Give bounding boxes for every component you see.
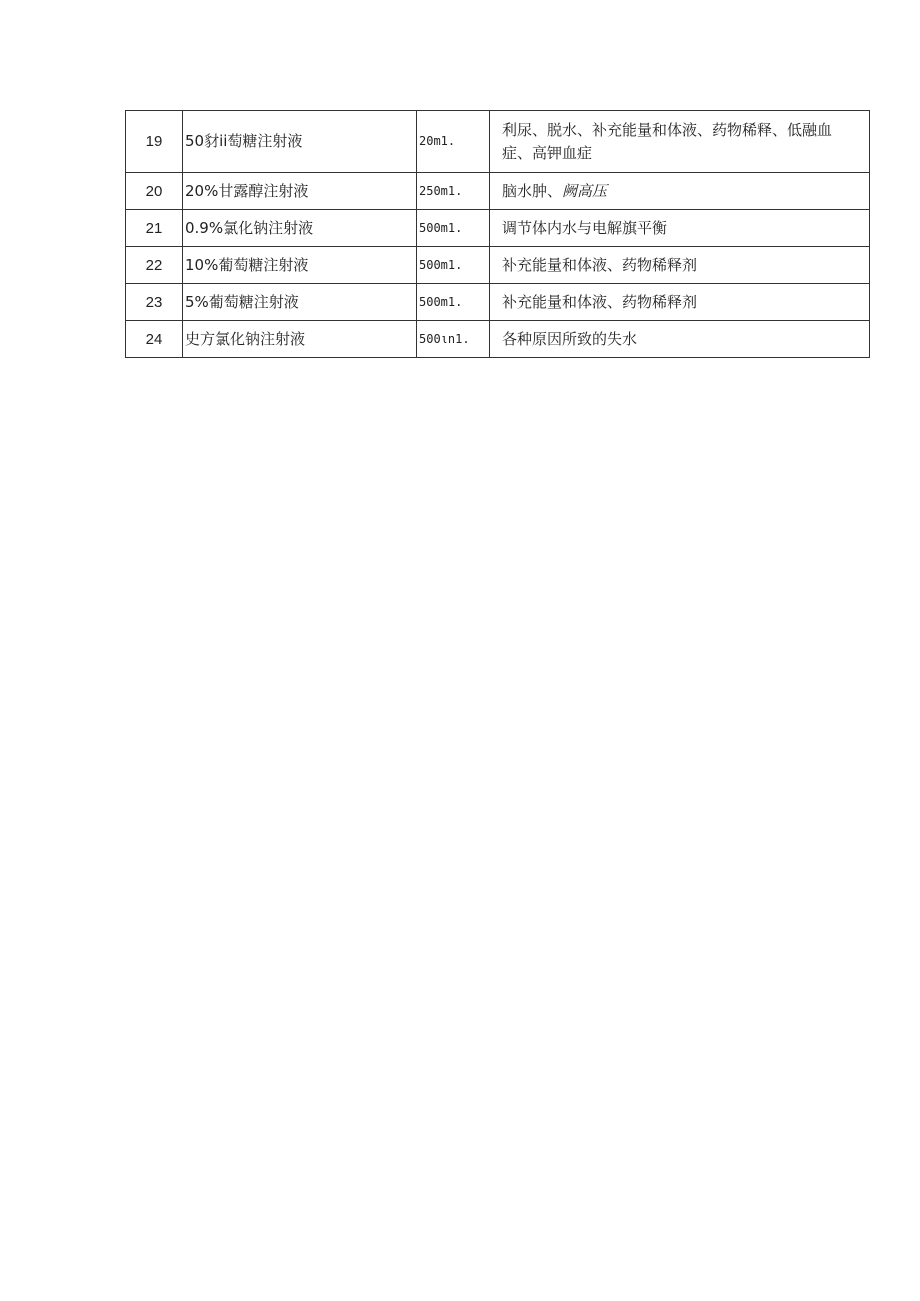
drug-use xyxy=(490,173,870,210)
drug-name: 50豺ii萄糖注射液 xyxy=(183,111,417,173)
drug-name: 10%葡萄糖注射液 xyxy=(183,247,417,284)
table-row xyxy=(126,210,870,247)
drug-name: 20%甘露醇注射液 xyxy=(183,173,417,210)
row-number: 21 xyxy=(126,210,183,247)
table-row xyxy=(126,247,870,284)
drug-use: 补充能量和体液、药物稀释剂 xyxy=(490,284,870,321)
drug-use: 各种原因所致的失水 xyxy=(490,321,870,358)
drug-name: 5%葡萄糖注射液 xyxy=(183,284,417,321)
drug-use-text: 脑水肿、 xyxy=(502,181,563,200)
drug-use-italic: 阙高压 xyxy=(562,181,608,200)
drug-use: 利尿、脱水、补充能量和体液、药物稀释、低融血症、高钾血症 xyxy=(490,111,870,173)
drug-use: 调节体内水与电解旗平衡 xyxy=(490,210,870,247)
drug-name: 0.9%氯化钠注射液 xyxy=(183,210,417,247)
drug-name: 史方氯化钠注射液 xyxy=(183,321,417,358)
drug-spec: 500m1. xyxy=(417,247,490,284)
drug-spec: 250m1. xyxy=(417,173,490,210)
table-row xyxy=(126,111,870,173)
drug-use: 补充能量和体液、药物稀释剂 xyxy=(490,247,870,284)
row-number: 24 xyxy=(126,321,183,358)
table-row xyxy=(126,321,870,358)
drug-spec: 20m1. xyxy=(417,111,490,173)
drug-spec: 500ιn1. xyxy=(417,321,490,358)
table-row xyxy=(126,173,870,210)
row-number: 22 xyxy=(126,247,183,284)
drug-spec: 500m1. xyxy=(417,210,490,247)
row-number: 23 xyxy=(126,284,183,321)
drug-spec: 500m1. xyxy=(417,284,490,321)
row-number: 20 xyxy=(126,173,183,210)
table-row xyxy=(126,284,870,321)
drug-table xyxy=(125,110,870,358)
row-number: 19 xyxy=(126,111,183,173)
